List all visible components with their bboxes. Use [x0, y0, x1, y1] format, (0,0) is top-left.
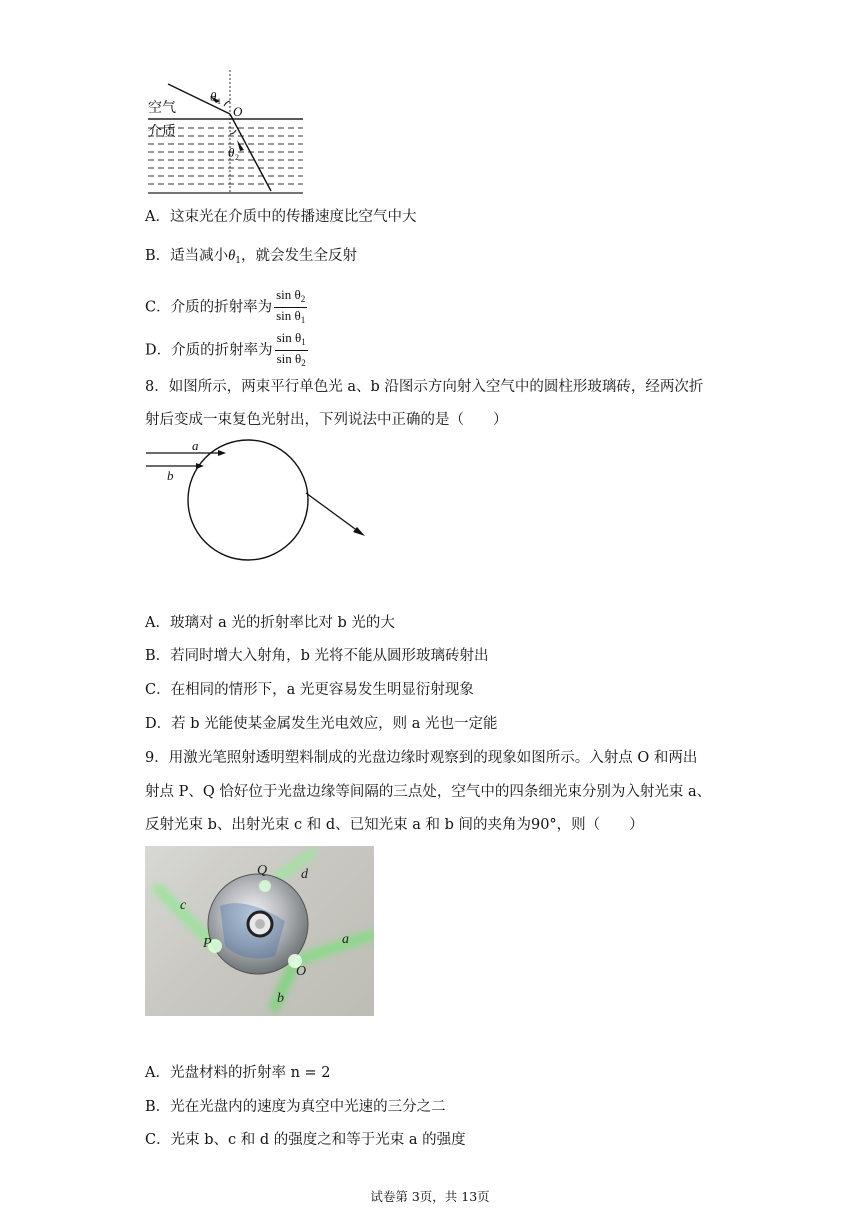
angle-arc-1	[224, 101, 230, 106]
q9-option-c: C．光束 b、c 和 d 的强度之和等于光束 a 的强度	[145, 1132, 466, 1148]
q8-option-b: B．若同时增大入射角，b 光将不能从圆形玻璃砖射出	[145, 648, 489, 664]
q8-stem-line2: 射后变成一束复色光射出，下列说法中正确的是（ ）	[145, 412, 508, 428]
q9-option-a: A．光盘材料的折射率 n = 2	[145, 1065, 331, 1081]
glow-Q	[259, 880, 271, 892]
label-b: b	[167, 468, 174, 483]
label-theta2-sub: 2	[235, 153, 239, 162]
photo-label-d: d	[301, 867, 308, 882]
refraction-diagram	[140, 66, 310, 200]
laser-disc-photo	[145, 846, 374, 1016]
glass-cylinder-diagram	[140, 436, 380, 566]
label-medium: 介质	[148, 123, 176, 139]
q8-stem-line1: 8．如图所示，两束平行单色光 a、b 沿图示方向射入空气中的圆柱形玻璃砖，经两次折	[145, 379, 704, 395]
q7-option-c: C．介质的折射率为 $\frac{\sin \theta_2}{\sin \theta_1}$	[145, 287, 307, 328]
label-theta2: θ	[228, 145, 235, 160]
q8-option-c: C．在相同的情形下，a 光更容易发生明显衍射现象	[145, 682, 474, 698]
label-O: O	[233, 104, 243, 119]
ray-a-arrow	[218, 450, 226, 456]
q9-stem-line2: 射点 P、Q 恰好位于光盘边缘等间隔的三点处，空气中的四条细光束分别为入射光束 a、	[145, 784, 712, 800]
q9-stem-line3: 反射光束 b、出射光束 c 和 d、已知光束 a 和 b 间的夹角为90°，则（ ）	[145, 817, 644, 833]
q8-option-a: A．玻璃对 a 光的折射率比对 b 光的大	[145, 615, 395, 631]
q7-option-a: A．这束光在介质中的传播速度比空气中大	[145, 209, 417, 225]
photo-label-P: P	[203, 936, 212, 951]
refracted-arrow	[237, 140, 244, 151]
page-footer: 试卷第 3页，共 13页	[370, 1189, 490, 1204]
photo-label-b: b	[277, 991, 284, 1006]
q9-option-b: B．光在光盘内的速度为真空中光速的三分之二	[145, 1099, 446, 1115]
q8-option-d: D．若 b 光能使某金属发生光电效应，则 a 光也一定能	[145, 716, 498, 732]
fraction-d: $\frac{\sin \theta_1}{\sin \theta_2}$	[276, 330, 306, 368]
q7-option-b: B．适当减小$\theta_1$，就会发生全反射	[145, 248, 358, 266]
label-air: 空气	[148, 99, 176, 115]
photo-label-c: c	[180, 898, 187, 913]
photo-label-a: a	[342, 932, 349, 947]
label-a: a	[192, 438, 199, 453]
photo-label-O: O	[296, 964, 307, 979]
exit-ray	[306, 493, 362, 534]
fraction-c: $\frac{\sin \theta_2}{\sin \theta_1}$	[276, 287, 306, 325]
laser-disc-illustration	[145, 846, 374, 1016]
q7-option-d: D．介质的折射率为 $\frac{\sin \theta_1}{\sin \theta_2}$	[145, 330, 308, 371]
glass-circle	[188, 440, 308, 560]
label-theta1-sub: 1	[217, 97, 221, 106]
q9-stem-line1: 9．用激光笔照射透明塑料制成的光盘边缘时观察到的现象如图所示。入射点 O 和两出	[145, 750, 698, 766]
label-theta1: θ	[210, 89, 217, 104]
photo-label-Q: Q	[257, 863, 268, 878]
angle-arc-2	[230, 130, 236, 134]
